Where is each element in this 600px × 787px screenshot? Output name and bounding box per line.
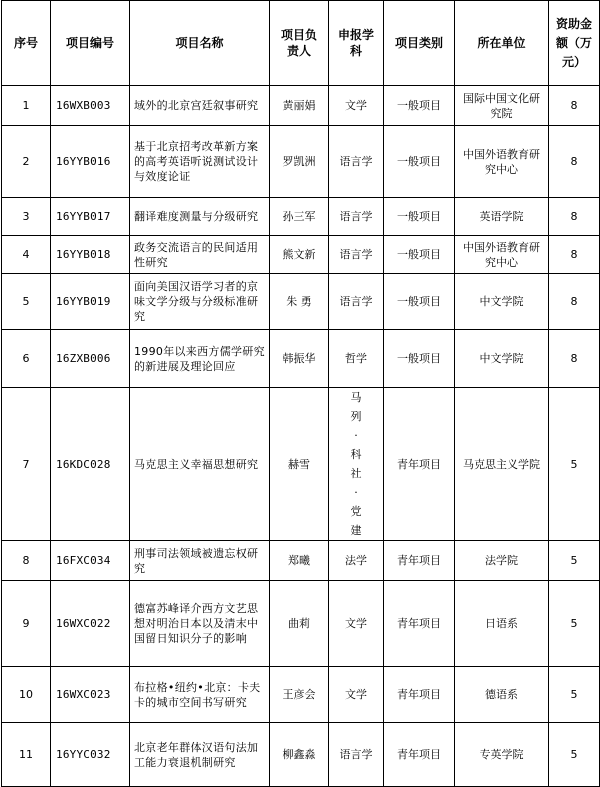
table-row xyxy=(2,581,600,667)
cell-amount: 8 xyxy=(549,198,600,236)
table-row xyxy=(2,388,600,541)
cell-subject: 语言学 xyxy=(329,198,384,236)
cell-category: 青年项目 xyxy=(384,667,455,723)
cell-code: 16WXB003 xyxy=(51,86,130,126)
funding-table xyxy=(1,0,600,787)
cell-unit: 中文学院 xyxy=(455,330,549,388)
cell-name: 翻译难度测量与分级研究 xyxy=(130,198,270,236)
cell-category: 一般项目 xyxy=(384,274,455,330)
cell-no: 9 xyxy=(2,581,51,667)
cell-subject-text: 马列·科社·党建 xyxy=(350,391,362,537)
cell-code: 16YYB019 xyxy=(51,274,130,330)
cell-name: 德富苏峰译介西方文艺思想对明治日本以及清末中国留日知识分子的影响 xyxy=(130,581,270,667)
cell-category: 一般项目 xyxy=(384,126,455,198)
cell-code: 16KDC028 xyxy=(51,388,130,541)
cell-amount: 8 xyxy=(549,330,600,388)
header-code: 项目编号 xyxy=(51,1,130,86)
cell-name: 域外的北京宫廷叙事研究 xyxy=(130,86,270,126)
cell-subject: 语言学 xyxy=(329,723,384,787)
cell-no: 6 xyxy=(2,330,51,388)
table-row xyxy=(2,723,600,787)
table-row xyxy=(2,667,600,723)
cell-code: 16WXC022 xyxy=(51,581,130,667)
header-amount xyxy=(549,1,600,86)
cell-code: 16FXC034 xyxy=(51,541,130,581)
header-unit: 所在单位 xyxy=(455,1,549,86)
header-subject xyxy=(329,1,384,86)
cell-no: 1 xyxy=(2,86,51,126)
cell-subject: 语言学 xyxy=(329,274,384,330)
cell-leader: 熊文新 xyxy=(270,236,329,274)
cell-unit: 中国外语教育研究中心 xyxy=(455,126,549,198)
cell-unit: 德语系 xyxy=(455,667,549,723)
cell-no: 11 xyxy=(2,723,51,787)
cell-code: 16ZXB006 xyxy=(51,330,130,388)
cell-no: 8 xyxy=(2,541,51,581)
header-leader-text: 项目负责人 xyxy=(281,28,318,58)
header-row xyxy=(2,1,600,86)
cell-unit: 中国外语教育研究中心 xyxy=(455,236,549,274)
table-row xyxy=(2,198,600,236)
cell-category: 青年项目 xyxy=(384,723,455,787)
cell-name: 面向美国汉语学习者的京味文学分级与分级标准研究 xyxy=(130,274,270,330)
header-category: 项目类别 xyxy=(384,1,455,86)
cell-leader: 黄丽娟 xyxy=(270,86,329,126)
cell-amount: 5 xyxy=(549,581,600,667)
header-subject-text: 申报学科 xyxy=(337,28,374,58)
table-row xyxy=(2,330,600,388)
cell-no: 4 xyxy=(2,236,51,274)
cell-subject: 语言学 xyxy=(329,236,384,274)
cell-category: 一般项目 xyxy=(384,198,455,236)
cell-code: 16YYB018 xyxy=(51,236,130,274)
cell-name: 刑事司法领域被遗忘权研究 xyxy=(130,541,270,581)
cell-subject: 哲学 xyxy=(329,330,384,388)
cell-subject: 文学 xyxy=(329,86,384,126)
cell-code: 16WXC023 xyxy=(51,667,130,723)
table-row xyxy=(2,541,600,581)
cell-subject xyxy=(329,388,384,541)
cell-category: 青年项目 xyxy=(384,541,455,581)
cell-leader: 王彦会 xyxy=(270,667,329,723)
cell-amount: 8 xyxy=(549,86,600,126)
cell-amount: 5 xyxy=(549,667,600,723)
header-no: 序号 xyxy=(2,1,51,86)
cell-subject: 文学 xyxy=(329,581,384,667)
cell-amount: 8 xyxy=(549,236,600,274)
cell-category: 一般项目 xyxy=(384,330,455,388)
cell-category: 青年项目 xyxy=(384,581,455,667)
table-row xyxy=(2,126,600,198)
cell-amount: 8 xyxy=(549,274,600,330)
cell-leader: 罗凯洲 xyxy=(270,126,329,198)
cell-category: 青年项目 xyxy=(384,388,455,541)
cell-amount: 5 xyxy=(549,723,600,787)
cell-name: 1990年以来西方儒学研究的新进展及理论回应 xyxy=(130,330,270,388)
header-leader xyxy=(270,1,329,86)
cell-name: 布拉格•纽约•北京：卡夫卡的城市空间书写研究 xyxy=(130,667,270,723)
cell-amount: 5 xyxy=(549,541,600,581)
cell-amount: 5 xyxy=(549,388,600,541)
cell-no: 10 xyxy=(2,667,51,723)
cell-unit: 专英学院 xyxy=(455,723,549,787)
cell-no: 2 xyxy=(2,126,51,198)
header-name: 项目名称 xyxy=(130,1,270,86)
cell-leader: 郑曦 xyxy=(270,541,329,581)
cell-category: 一般项目 xyxy=(384,86,455,126)
cell-subject: 文学 xyxy=(329,667,384,723)
cell-unit: 日语系 xyxy=(455,581,549,667)
cell-leader: 孙三军 xyxy=(270,198,329,236)
cell-leader: 曲莉 xyxy=(270,581,329,667)
cell-code: 16YYC032 xyxy=(51,723,130,787)
header-amount-text: 资助金额（万元） xyxy=(556,16,593,69)
cell-subject: 法学 xyxy=(329,541,384,581)
cell-unit: 国际中国文化研究院 xyxy=(455,86,549,126)
cell-no: 3 xyxy=(2,198,51,236)
cell-name: 北京老年群体汉语句法加工能力衰退机制研究 xyxy=(130,723,270,787)
cell-no: 5 xyxy=(2,274,51,330)
cell-code: 16YYB017 xyxy=(51,198,130,236)
cell-leader: 朱 勇 xyxy=(270,274,329,330)
cell-leader: 赫雪 xyxy=(270,388,329,541)
cell-category: 一般项目 xyxy=(384,236,455,274)
cell-code: 16YYB016 xyxy=(51,126,130,198)
cell-unit: 中文学院 xyxy=(455,274,549,330)
cell-name: 基于北京招考改革新方案的高考英语听说测试设计与效度论证 xyxy=(130,126,270,198)
cell-no: 7 xyxy=(2,388,51,541)
cell-amount: 8 xyxy=(549,126,600,198)
cell-leader: 韩振华 xyxy=(270,330,329,388)
table-row xyxy=(2,86,600,126)
cell-name: 政务交流语言的民间适用性研究 xyxy=(130,236,270,274)
cell-name: 马克思主义幸福思想研究 xyxy=(130,388,270,541)
table-row xyxy=(2,236,600,274)
cell-leader: 柳鑫淼 xyxy=(270,723,329,787)
table-row xyxy=(2,274,600,330)
cell-unit: 法学院 xyxy=(455,541,549,581)
cell-subject: 语言学 xyxy=(329,126,384,198)
cell-unit: 马克思主义学院 xyxy=(455,388,549,541)
cell-unit: 英语学院 xyxy=(455,198,549,236)
